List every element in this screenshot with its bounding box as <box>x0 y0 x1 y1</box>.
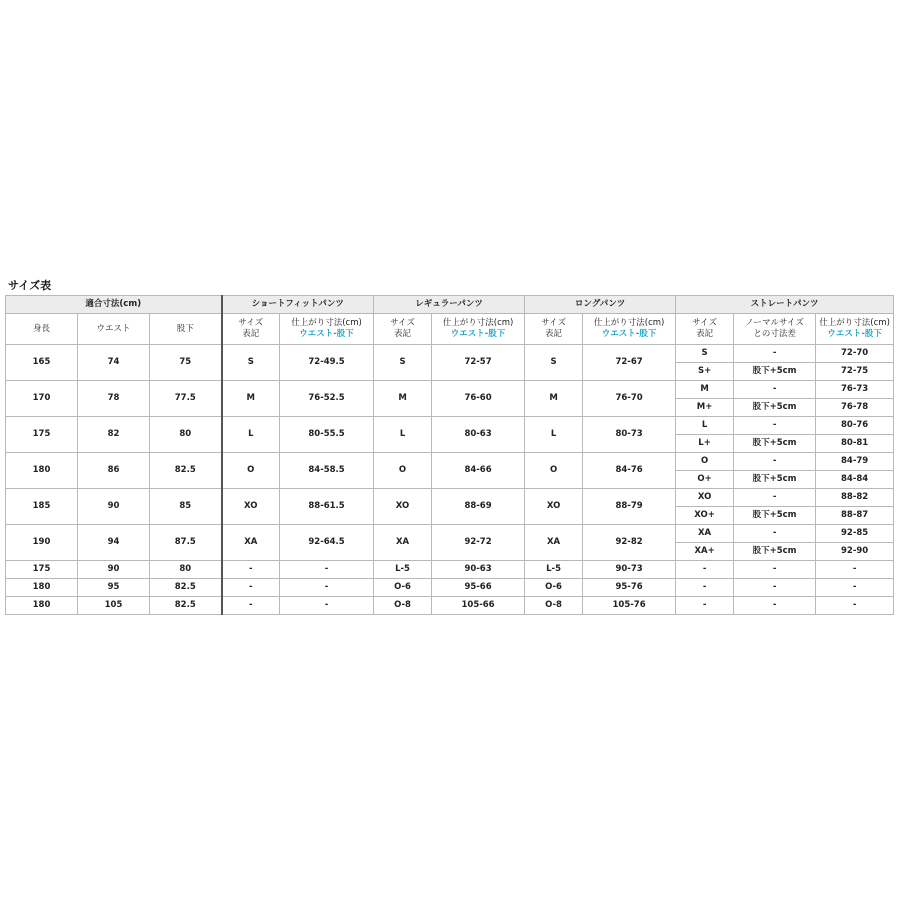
table-row <box>6 489 894 507</box>
straight-finish-cell: 92-90 <box>816 543 894 561</box>
inseam-cell: 77.5 <box>150 381 222 417</box>
regular-size-cell: L-5 <box>374 561 432 579</box>
long-size-cell: L <box>525 417 583 453</box>
regular-finish-cell: 72-57 <box>432 345 525 381</box>
long-size-cell: L-5 <box>525 561 583 579</box>
col-header-height: 身長 <box>6 314 78 345</box>
straight-finish-cell: 76-73 <box>816 381 894 399</box>
long-finish-cell: 72-67 <box>583 345 676 381</box>
regular-finish-cell: 95-66 <box>432 579 525 597</box>
regular-size-cell: O <box>374 453 432 489</box>
regular-size-cell: M <box>374 381 432 417</box>
short-finish-cell: 88-61.5 <box>280 489 374 525</box>
short-size-cell: - <box>222 561 280 579</box>
long-finish-cell: 95-76 <box>583 579 676 597</box>
short-size-cell: XO <box>222 489 280 525</box>
regular-size-cell: O-6 <box>374 579 432 597</box>
regular-finish-cell: 88-69 <box>432 489 525 525</box>
straight-size-cell: L+ <box>676 435 734 453</box>
short-size-cell: M <box>222 381 280 417</box>
straight-size-cell: - <box>676 561 734 579</box>
regular-finish-cell: 92-72 <box>432 525 525 561</box>
size-table <box>5 295 894 615</box>
col-header-finish: 仕上がり寸法(cm) ウエスト-股下 <box>432 314 525 345</box>
inseam-cell: 87.5 <box>150 525 222 561</box>
straight-diff-cell: 股下+5cm <box>734 471 816 489</box>
inseam-cell: 82.5 <box>150 453 222 489</box>
straight-finish-cell: 84-84 <box>816 471 894 489</box>
straight-size-cell: O <box>676 453 734 471</box>
regular-size-cell: S <box>374 345 432 381</box>
table-row <box>6 561 894 579</box>
height-cell: 180 <box>6 453 78 489</box>
table-row <box>6 345 894 363</box>
straight-diff-cell: 股下+5cm <box>734 363 816 381</box>
col-header-finish: 仕上がり寸法(cm) ウエスト-股下 <box>280 314 374 345</box>
inseam-cell: 85 <box>150 489 222 525</box>
straight-diff-cell: - <box>734 525 816 543</box>
table-body <box>6 345 894 615</box>
short-finish-cell: - <box>280 561 374 579</box>
straight-size-cell: - <box>676 597 734 615</box>
height-cell: 175 <box>6 561 78 579</box>
short-size-cell: XA <box>222 525 280 561</box>
long-finish-cell: 105-76 <box>583 597 676 615</box>
height-cell: 185 <box>6 489 78 525</box>
short-size-cell: - <box>222 579 280 597</box>
inseam-cell: 75 <box>150 345 222 381</box>
height-cell: 165 <box>6 345 78 381</box>
straight-diff-cell: - <box>734 561 816 579</box>
straight-size-cell: - <box>676 579 734 597</box>
long-size-cell: O-6 <box>525 579 583 597</box>
straight-diff-cell: - <box>734 453 816 471</box>
waist-cell: 74 <box>78 345 150 381</box>
regular-size-cell: L <box>374 417 432 453</box>
long-size-cell: O <box>525 453 583 489</box>
inseam-cell: 82.5 <box>150 579 222 597</box>
inseam-cell: 82.5 <box>150 597 222 615</box>
col-header-finish: 仕上がり寸法(cm) ウエスト-股下 <box>583 314 676 345</box>
col-header-size: サイズ 表記 <box>374 314 432 345</box>
regular-finish-cell: 76-60 <box>432 381 525 417</box>
waist-cell: 90 <box>78 489 150 525</box>
straight-size-cell: S+ <box>676 363 734 381</box>
long-size-cell: S <box>525 345 583 381</box>
group-header-fit: 適合寸法(cm) <box>6 296 222 314</box>
straight-finish-cell: 80-76 <box>816 417 894 435</box>
regular-finish-cell: 90-63 <box>432 561 525 579</box>
straight-size-cell: XA <box>676 525 734 543</box>
waist-cell: 105 <box>78 597 150 615</box>
col-header-inseam: 股下 <box>150 314 222 345</box>
straight-size-cell: XA+ <box>676 543 734 561</box>
short-finish-cell: 80-55.5 <box>280 417 374 453</box>
straight-finish-cell: 80-81 <box>816 435 894 453</box>
col-header-finish: 仕上がり寸法(cm) ウエスト-股下 <box>816 314 894 345</box>
short-finish-cell: 92-64.5 <box>280 525 374 561</box>
straight-diff-cell: - <box>734 489 816 507</box>
col-header-diff: ノーマルサイズ との寸法差 <box>734 314 816 345</box>
straight-size-cell: XO <box>676 489 734 507</box>
short-finish-cell: 84-58.5 <box>280 453 374 489</box>
short-size-cell: L <box>222 417 280 453</box>
long-finish-cell: 90-73 <box>583 561 676 579</box>
waist-cell: 86 <box>78 453 150 489</box>
long-finish-cell: 92-82 <box>583 525 676 561</box>
short-finish-cell: 76-52.5 <box>280 381 374 417</box>
regular-size-cell: O-8 <box>374 597 432 615</box>
regular-finish-cell: 84-66 <box>432 453 525 489</box>
waist-cell: 78 <box>78 381 150 417</box>
straight-diff-cell: - <box>734 579 816 597</box>
long-size-cell: XA <box>525 525 583 561</box>
height-cell: 180 <box>6 597 78 615</box>
waist-cell: 90 <box>78 561 150 579</box>
page-title: サイズ表 <box>8 279 52 292</box>
straight-finish-cell: - <box>816 561 894 579</box>
straight-finish-cell: 88-82 <box>816 489 894 507</box>
long-finish-cell: 80-73 <box>583 417 676 453</box>
short-size-cell: S <box>222 345 280 381</box>
short-finish-cell: - <box>280 579 374 597</box>
waist-cell: 82 <box>78 417 150 453</box>
straight-finish-cell: 72-70 <box>816 345 894 363</box>
straight-diff-cell: - <box>734 417 816 435</box>
straight-size-cell: S <box>676 345 734 363</box>
long-finish-cell: 84-76 <box>583 453 676 489</box>
straight-finish-cell: - <box>816 597 894 615</box>
straight-size-cell: XO+ <box>676 507 734 525</box>
height-cell: 180 <box>6 579 78 597</box>
group-header-short: ショートフィットパンツ <box>222 296 374 314</box>
long-finish-cell: 76-70 <box>583 381 676 417</box>
straight-diff-cell: - <box>734 597 816 615</box>
straight-size-cell: L <box>676 417 734 435</box>
inseam-cell: 80 <box>150 561 222 579</box>
table-row <box>6 417 894 435</box>
table-row <box>6 381 894 399</box>
col-header-waist: ウエスト <box>78 314 150 345</box>
long-finish-cell: 88-79 <box>583 489 676 525</box>
group-header-regular: レギュラーパンツ <box>374 296 525 314</box>
inseam-cell: 80 <box>150 417 222 453</box>
long-size-cell: O-8 <box>525 597 583 615</box>
straight-finish-cell: 84-79 <box>816 453 894 471</box>
height-cell: 190 <box>6 525 78 561</box>
regular-finish-cell: 80-63 <box>432 417 525 453</box>
straight-size-cell: M+ <box>676 399 734 417</box>
straight-finish-cell: - <box>816 579 894 597</box>
straight-size-cell: O+ <box>676 471 734 489</box>
table-row <box>6 453 894 471</box>
short-finish-cell: 72-49.5 <box>280 345 374 381</box>
straight-finish-cell: 76-78 <box>816 399 894 417</box>
straight-finish-cell: 72-75 <box>816 363 894 381</box>
table-row <box>6 597 894 615</box>
col-header-size: サイズ 表記 <box>676 314 734 345</box>
long-size-cell: XO <box>525 489 583 525</box>
straight-diff-cell: 股下+5cm <box>734 399 816 417</box>
straight-diff-cell: - <box>734 345 816 363</box>
short-size-cell: - <box>222 597 280 615</box>
short-finish-cell: - <box>280 597 374 615</box>
straight-diff-cell: 股下+5cm <box>734 507 816 525</box>
regular-finish-cell: 105-66 <box>432 597 525 615</box>
straight-finish-cell: 92-85 <box>816 525 894 543</box>
straight-diff-cell: 股下+5cm <box>734 435 816 453</box>
straight-diff-cell: - <box>734 381 816 399</box>
group-header-straight: ストレートパンツ <box>676 296 894 314</box>
table-row <box>6 525 894 543</box>
waist-cell: 95 <box>78 579 150 597</box>
short-size-cell: O <box>222 453 280 489</box>
regular-size-cell: XO <box>374 489 432 525</box>
col-header-size: サイズ 表記 <box>525 314 583 345</box>
col-header-size: サイズ 表記 <box>222 314 280 345</box>
waist-cell: 94 <box>78 525 150 561</box>
height-cell: 175 <box>6 417 78 453</box>
table-row <box>6 579 894 597</box>
straight-diff-cell: 股下+5cm <box>734 543 816 561</box>
regular-size-cell: XA <box>374 525 432 561</box>
group-header-long: ロングパンツ <box>525 296 676 314</box>
height-cell: 170 <box>6 381 78 417</box>
straight-size-cell: M <box>676 381 734 399</box>
long-size-cell: M <box>525 381 583 417</box>
straight-finish-cell: 88-87 <box>816 507 894 525</box>
